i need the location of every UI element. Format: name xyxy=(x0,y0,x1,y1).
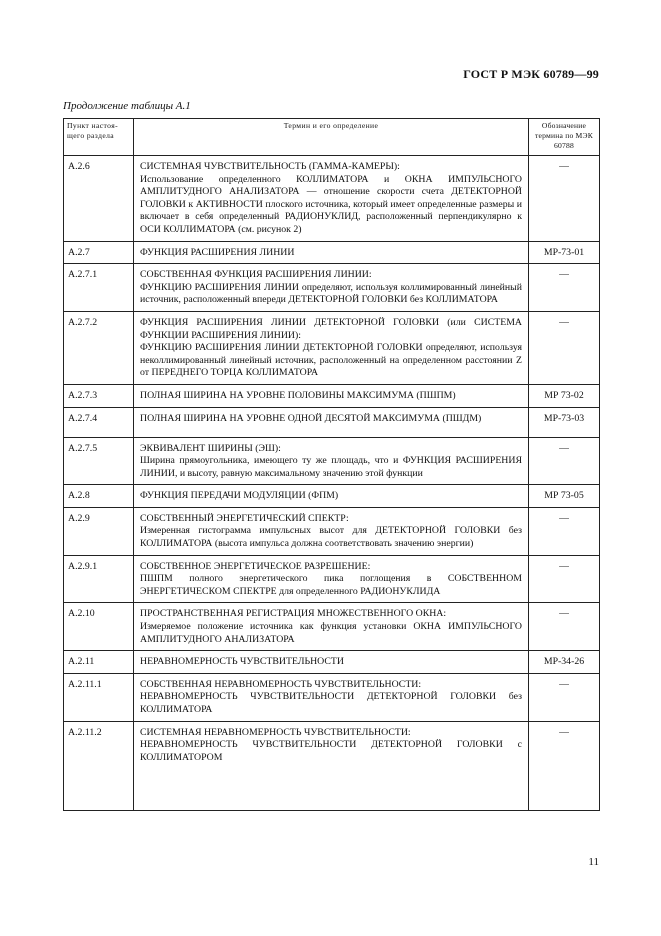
term-name: ПОЛНАЯ ШИРИНА НА УРОВНЕ ОДНОЙ ДЕСЯТОЙ МАКСИМУМА (ПШДМ) xyxy=(140,412,482,424)
page-number: 11 xyxy=(588,856,599,868)
terms-table xyxy=(63,118,600,811)
row-number: А.2.11.2 xyxy=(64,721,134,810)
row-number: А.2.11 xyxy=(64,651,134,674)
term-definition: ФУНКЦИЮ РАСШИРЕНИЯ ЛИНИИ определяют, используя коллимированный линейный источник, расположенный впереди ДЕТЕКТОРНОЙ ГОЛОВКИ без КОЛЛИМАТОРА xyxy=(140,281,522,306)
table-row xyxy=(64,507,600,555)
row-code: МР-34-26 xyxy=(529,651,600,674)
row-number: А.2.9.1 xyxy=(64,555,134,603)
term-definition: НЕРАВНОМЕРНОСТЬ ЧУВСТВИТЕЛЬНОСТИ ДЕТЕКТОРНОЙ ГОЛОВКИ с КОЛЛИМАТОРОМ xyxy=(140,739,522,763)
term-name: СОБСТВЕННАЯ НЕРАВНОМЕРНОСТЬ ЧУВСТВИТЕЛЬНОСТИ: xyxy=(140,678,422,690)
row-number: А.2.7.1 xyxy=(64,264,134,312)
table-row xyxy=(64,407,600,437)
row-code: — xyxy=(529,673,600,721)
row-term-cell xyxy=(134,241,529,264)
row-term-cell xyxy=(134,384,529,407)
row-term-cell xyxy=(134,603,529,651)
term-name: ПРОСТРАНСТВЕННАЯ РЕГИСТРАЦИЯ МНОЖЕСТВЕННОГО ОКНА: xyxy=(140,608,447,620)
table-row xyxy=(64,673,600,721)
table-row xyxy=(64,311,600,384)
row-code: — xyxy=(529,555,600,603)
row-number: А.2.8 xyxy=(64,485,134,508)
table-caption: Продолжение таблицы А.1 xyxy=(63,100,191,112)
row-number: А.2.6 xyxy=(64,156,134,242)
row-term-cell xyxy=(134,651,529,674)
table-row xyxy=(64,721,600,810)
row-number: А.2.9 xyxy=(64,507,134,555)
row-term-cell xyxy=(134,437,529,485)
row-term-cell xyxy=(134,721,529,810)
table-row xyxy=(64,241,600,264)
table-row xyxy=(64,603,600,651)
row-code: МР-73-03 xyxy=(529,407,600,437)
header-code: Обозначение термина по МЭК 60788 xyxy=(529,119,600,156)
row-code: — xyxy=(529,311,600,384)
row-term-cell xyxy=(134,555,529,603)
term-name: ФУНКЦИЯ ПЕРЕДАЧИ МОДУЛЯЦИИ (ФПМ) xyxy=(140,490,339,502)
row-term-cell xyxy=(134,673,529,721)
row-code: МР 73-02 xyxy=(529,384,600,407)
term-name: ФУНКЦИЯ РАСШИРЕНИЯ ЛИНИИ ДЕТЕКТОРНОЙ ГОЛОВКИ (или СИСТЕМА ФУНКЦИИ РАСШИРЕНИЯ ЛИНИИ): xyxy=(140,316,522,341)
term-name: СИСТЕМНАЯ ЧУВСТВИТЕЛЬНОСТЬ (ГАММА-КАМЕРЫ): xyxy=(140,161,400,172)
page-header: ГОСТ Р МЭК 60789—99 xyxy=(463,67,599,81)
row-code: — xyxy=(529,721,600,810)
row-code: МР-73-01 xyxy=(529,241,600,264)
term-definition: Измеренная гистограмма импульсных высот для ДЕТЕКТОРНОЙ ГОЛОВКИ без КОЛЛИМАТОРА (высота импульса должна соответствовать значению энергии) xyxy=(140,525,522,550)
table-header-row xyxy=(64,119,600,156)
row-code: — xyxy=(529,507,600,555)
term-definition: Ширина прямоугольника, имеющего ту же площадь, что и ФУНКЦИЯ РАСШИРЕНИЯ ЛИНИИ, и высоту, равную максимальному значению этой функции xyxy=(140,455,522,479)
table-row xyxy=(64,156,600,242)
row-term-cell xyxy=(134,311,529,384)
row-code: — xyxy=(529,603,600,651)
term-name: СОБСТВЕННАЯ ФУНКЦИЯ РАСШИРЕНИЯ ЛИНИИ: xyxy=(140,269,372,281)
row-term-cell xyxy=(134,156,529,242)
term-name: ФУНКЦИЯ РАСШИРЕНИЯ ЛИНИИ xyxy=(140,246,295,258)
table-row xyxy=(64,437,600,485)
table-row xyxy=(64,264,600,312)
term-definition: ФУНКЦИЮ РАСШИРЕНИЯ ЛИНИИ ДЕТЕКТОРНОЙ ГОЛОВКИ определяют, используя неколлимированный линейный источник, расположенный на определенном расстоянии Z от ПЕРЕДНЕГО ТОРЦА КОЛЛИМАТОРА xyxy=(140,342,522,379)
term-name: ПОЛНАЯ ШИРИНА НА УРОВНЕ ПОЛОВИНЫ МАКСИМУМА (ПШПМ) xyxy=(140,389,456,401)
table-row xyxy=(64,555,600,603)
row-term-cell xyxy=(134,407,529,437)
row-number: А.2.7.5 xyxy=(64,437,134,485)
row-code: — xyxy=(529,156,600,242)
term-definition: Измеряемое положение источника как функция установки ОКНА ИМПУЛЬСНОГО АМПЛИТУДНОГО АНАЛИЗАТОРА xyxy=(140,621,522,645)
header-point: Пункт настоя-щего раздела xyxy=(64,119,134,156)
header-term: Термин и его определение xyxy=(134,119,529,156)
row-number: А.2.7.3 xyxy=(64,384,134,407)
row-number: А.2.7.2 xyxy=(64,311,134,384)
row-number: А.2.7 xyxy=(64,241,134,264)
term-name: СИСТЕМНАЯ НЕРАВНОМЕРНОСТЬ ЧУВСТВИТЕЛЬНОСТИ: xyxy=(140,726,411,738)
term-definition: НЕРАВНОМЕРНОСТЬ ЧУВСТВИТЕЛЬНОСТИ ДЕТЕКТОРНОЙ ГОЛОВКИ без КОЛЛИМАТОРА xyxy=(140,691,522,715)
row-number: А.2.7.4 xyxy=(64,407,134,437)
row-term-cell xyxy=(134,264,529,312)
row-number: А.2.11.1 xyxy=(64,673,134,721)
table-row xyxy=(64,485,600,508)
row-code: — xyxy=(529,264,600,312)
term-definition: Использование определенного КОЛЛИМАТОРА и ОКНА ИМПУЛЬСНОГО АМПЛИТУДНОГО АНАЛИЗАТОРА — отношение скорости счета ДЕТЕКТОРНОЙ ГОЛОВКИ к АКТИВНОСТИ плоского источника, который имеет определенные размеры и включает в себя определенный РАДИОНУКЛИД, расположенный перпендикулярно к ОСИ КОЛЛИМАТОРА (см. рисунок 2) xyxy=(140,173,522,235)
term-name: НЕРАВНОМЕРНОСТЬ ЧУВСТВИТЕЛЬНОСТИ xyxy=(140,656,344,668)
term-name: СОБСТВЕННЫЙ ЭНЕРГЕТИЧЕСКИЙ СПЕКТР: xyxy=(140,512,349,524)
row-number: А.2.10 xyxy=(64,603,134,651)
row-term-cell xyxy=(134,485,529,508)
term-name: ЭКВИВАЛЕНТ ШИРИНЫ (ЭШ): xyxy=(140,442,281,454)
term-name: СОБСТВЕННОЕ ЭНЕРГЕТИЧЕСКОЕ РАЗРЕШЕНИЕ: xyxy=(140,560,371,572)
term-definition: ПШПМ полного энергетического пика поглощения в СОБСТВЕННОМ ЭНЕРГЕТИЧЕСКОМ СПЕКТРЕ для определенного РАДИОНУКЛИДА xyxy=(140,573,522,597)
row-code: — xyxy=(529,437,600,485)
table-row xyxy=(64,651,600,674)
row-term-cell xyxy=(134,507,529,555)
table-row xyxy=(64,384,600,407)
row-code: МР 73-05 xyxy=(529,485,600,508)
